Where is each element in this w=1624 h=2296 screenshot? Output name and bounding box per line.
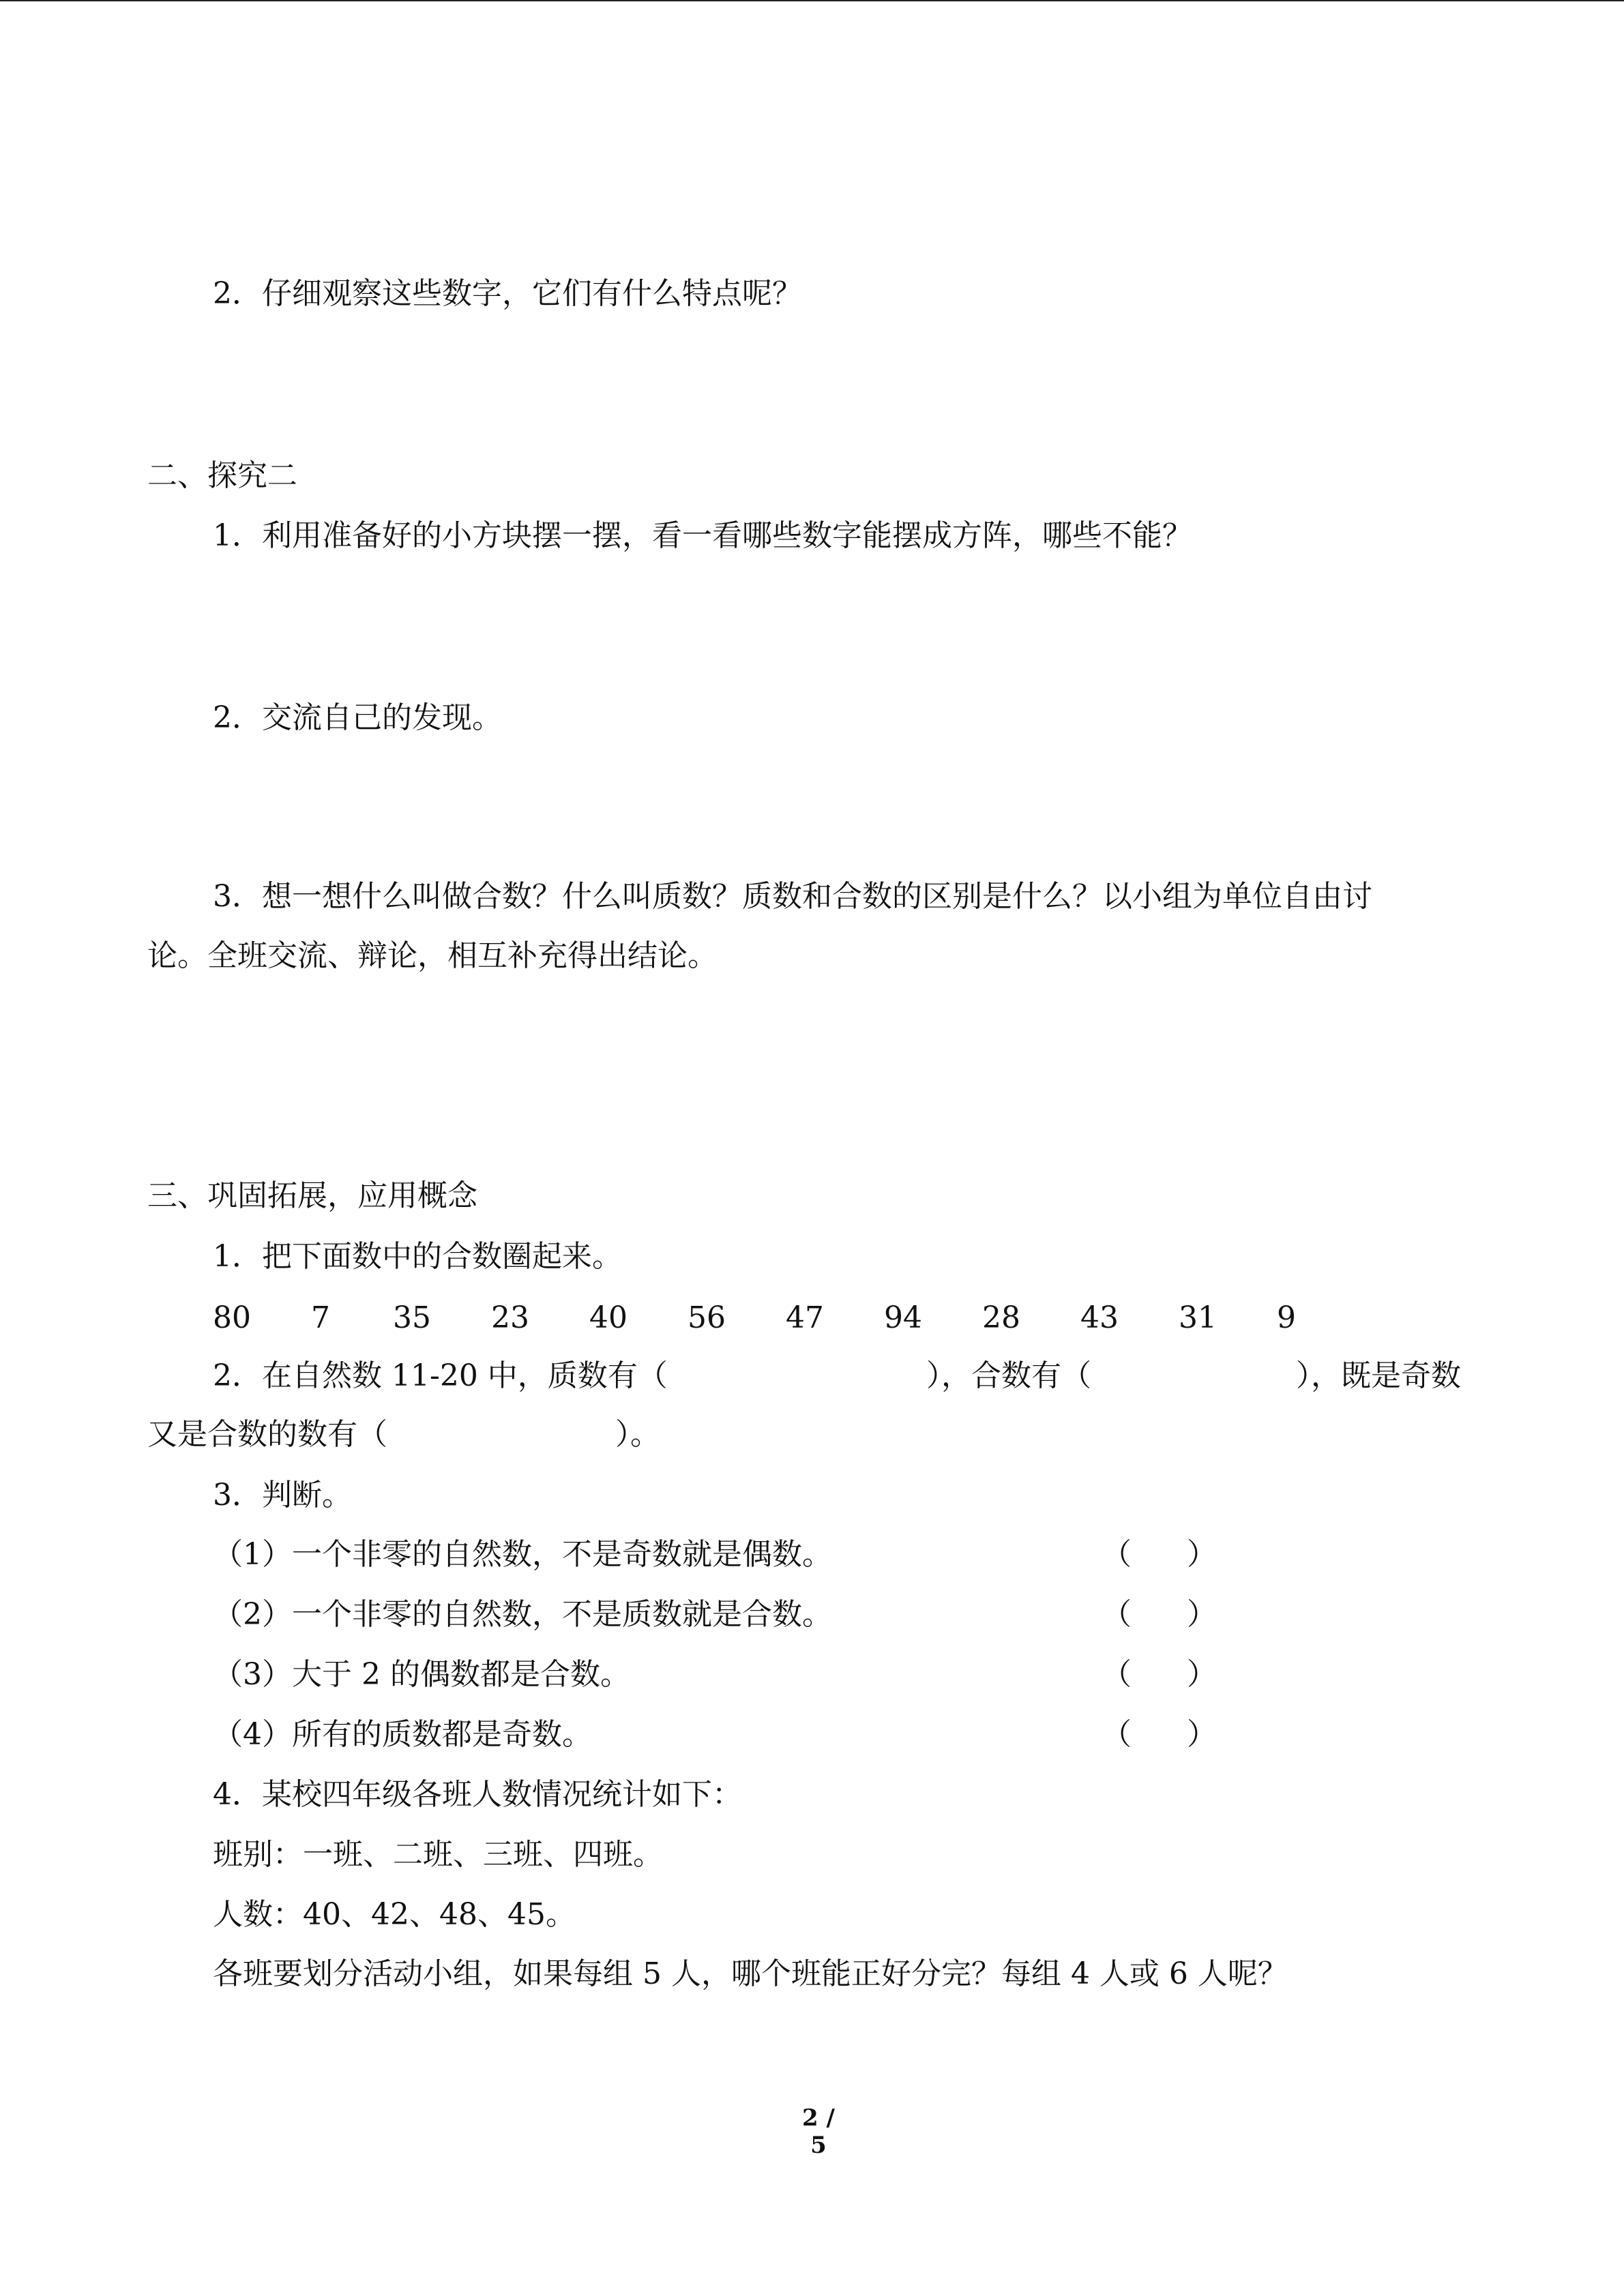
number-item: 23: [491, 1300, 529, 1335]
number-item: 28: [982, 1300, 1020, 1335]
number-item: 9: [1277, 1300, 1296, 1335]
fill-blank-line2: 又是合数的数有（: [147, 1417, 387, 1452]
answer-paren-close: ）: [1187, 1657, 1217, 1692]
page-number: 2 / 5: [802, 2104, 835, 2159]
answer-paren-open: （: [1102, 1537, 1132, 1572]
number-item: 56: [688, 1300, 726, 1335]
section-3-title: 三、巩固拓展，应用概念: [147, 1178, 477, 1213]
section-2-q3-line1: 3．想一想什么叫做合数？什么叫质数？质数和合数的区别是什么？以小组为单位自由讨: [213, 879, 1372, 914]
top-border: [0, 0, 1624, 1]
student-counts: 人数：40、42、48、45。: [213, 1897, 576, 1932]
number-item: 7: [311, 1300, 330, 1335]
number-item: 31: [1179, 1300, 1217, 1335]
fill-blank-odd-composites: ），既是奇数: [1296, 1358, 1461, 1393]
number-item: 35: [393, 1300, 431, 1335]
number-item: 80: [213, 1300, 251, 1335]
judgment-item: （2）一个非零的自然数，不是质数就是合数。: [213, 1597, 832, 1632]
grouping-question: 各班要划分活动小组，如果每组 5 人，哪个班能正好分完？每组 4 人或 6 人呢？: [213, 1956, 1288, 1991]
answer-paren-open: （: [1102, 1717, 1132, 1752]
answer-paren-open: （: [1102, 1597, 1132, 1632]
section-2-q3-line2: 论。全班交流、辩论，相互补充得出结论。: [147, 938, 718, 973]
answer-paren-close: ）: [1187, 1597, 1217, 1632]
number-item: 47: [786, 1300, 824, 1335]
section-3-q4: 4．某校四年级各班人数情况统计如下：: [213, 1777, 742, 1812]
answer-paren-close: ）: [1187, 1717, 1217, 1752]
judgment-item: （1）一个非零的自然数，不是奇数就是偶数。: [213, 1537, 832, 1572]
section-3-q1: 1．把下面数中的合数圈起来。: [213, 1239, 622, 1274]
section-3-q3: 3．判断。: [213, 1478, 352, 1512]
question-observe: 2．仔细观察这些数字，它们有什么特点呢？: [213, 276, 802, 311]
judgment-item: （3）大于 2 的偶数都是合数。: [213, 1657, 630, 1692]
section-2-title: 二、探究二: [147, 458, 297, 493]
number-item: 43: [1080, 1300, 1119, 1335]
fill-blank-end: ）。: [615, 1417, 660, 1452]
section-2-q2: 2．交流自己的发现。: [213, 700, 502, 735]
number-item: 94: [884, 1300, 922, 1335]
judgment-item: （4）所有的质数都是奇数。: [213, 1717, 592, 1752]
fill-blank-primes: 2．在自然数 11-20 中，质数有（: [213, 1358, 668, 1393]
number-item: 40: [589, 1300, 628, 1335]
answer-paren-close: ）: [1187, 1537, 1217, 1572]
section-2-q1: 1．利用准备好的小方块摆一摆，看一看哪些数字能摆成方阵，哪些不能？: [213, 518, 1192, 553]
fill-blank-composites: ），合数有（: [926, 1358, 1091, 1393]
answer-paren-open: （: [1102, 1657, 1132, 1692]
class-list: 班别：一班、二班、三班、四班。: [213, 1837, 663, 1872]
